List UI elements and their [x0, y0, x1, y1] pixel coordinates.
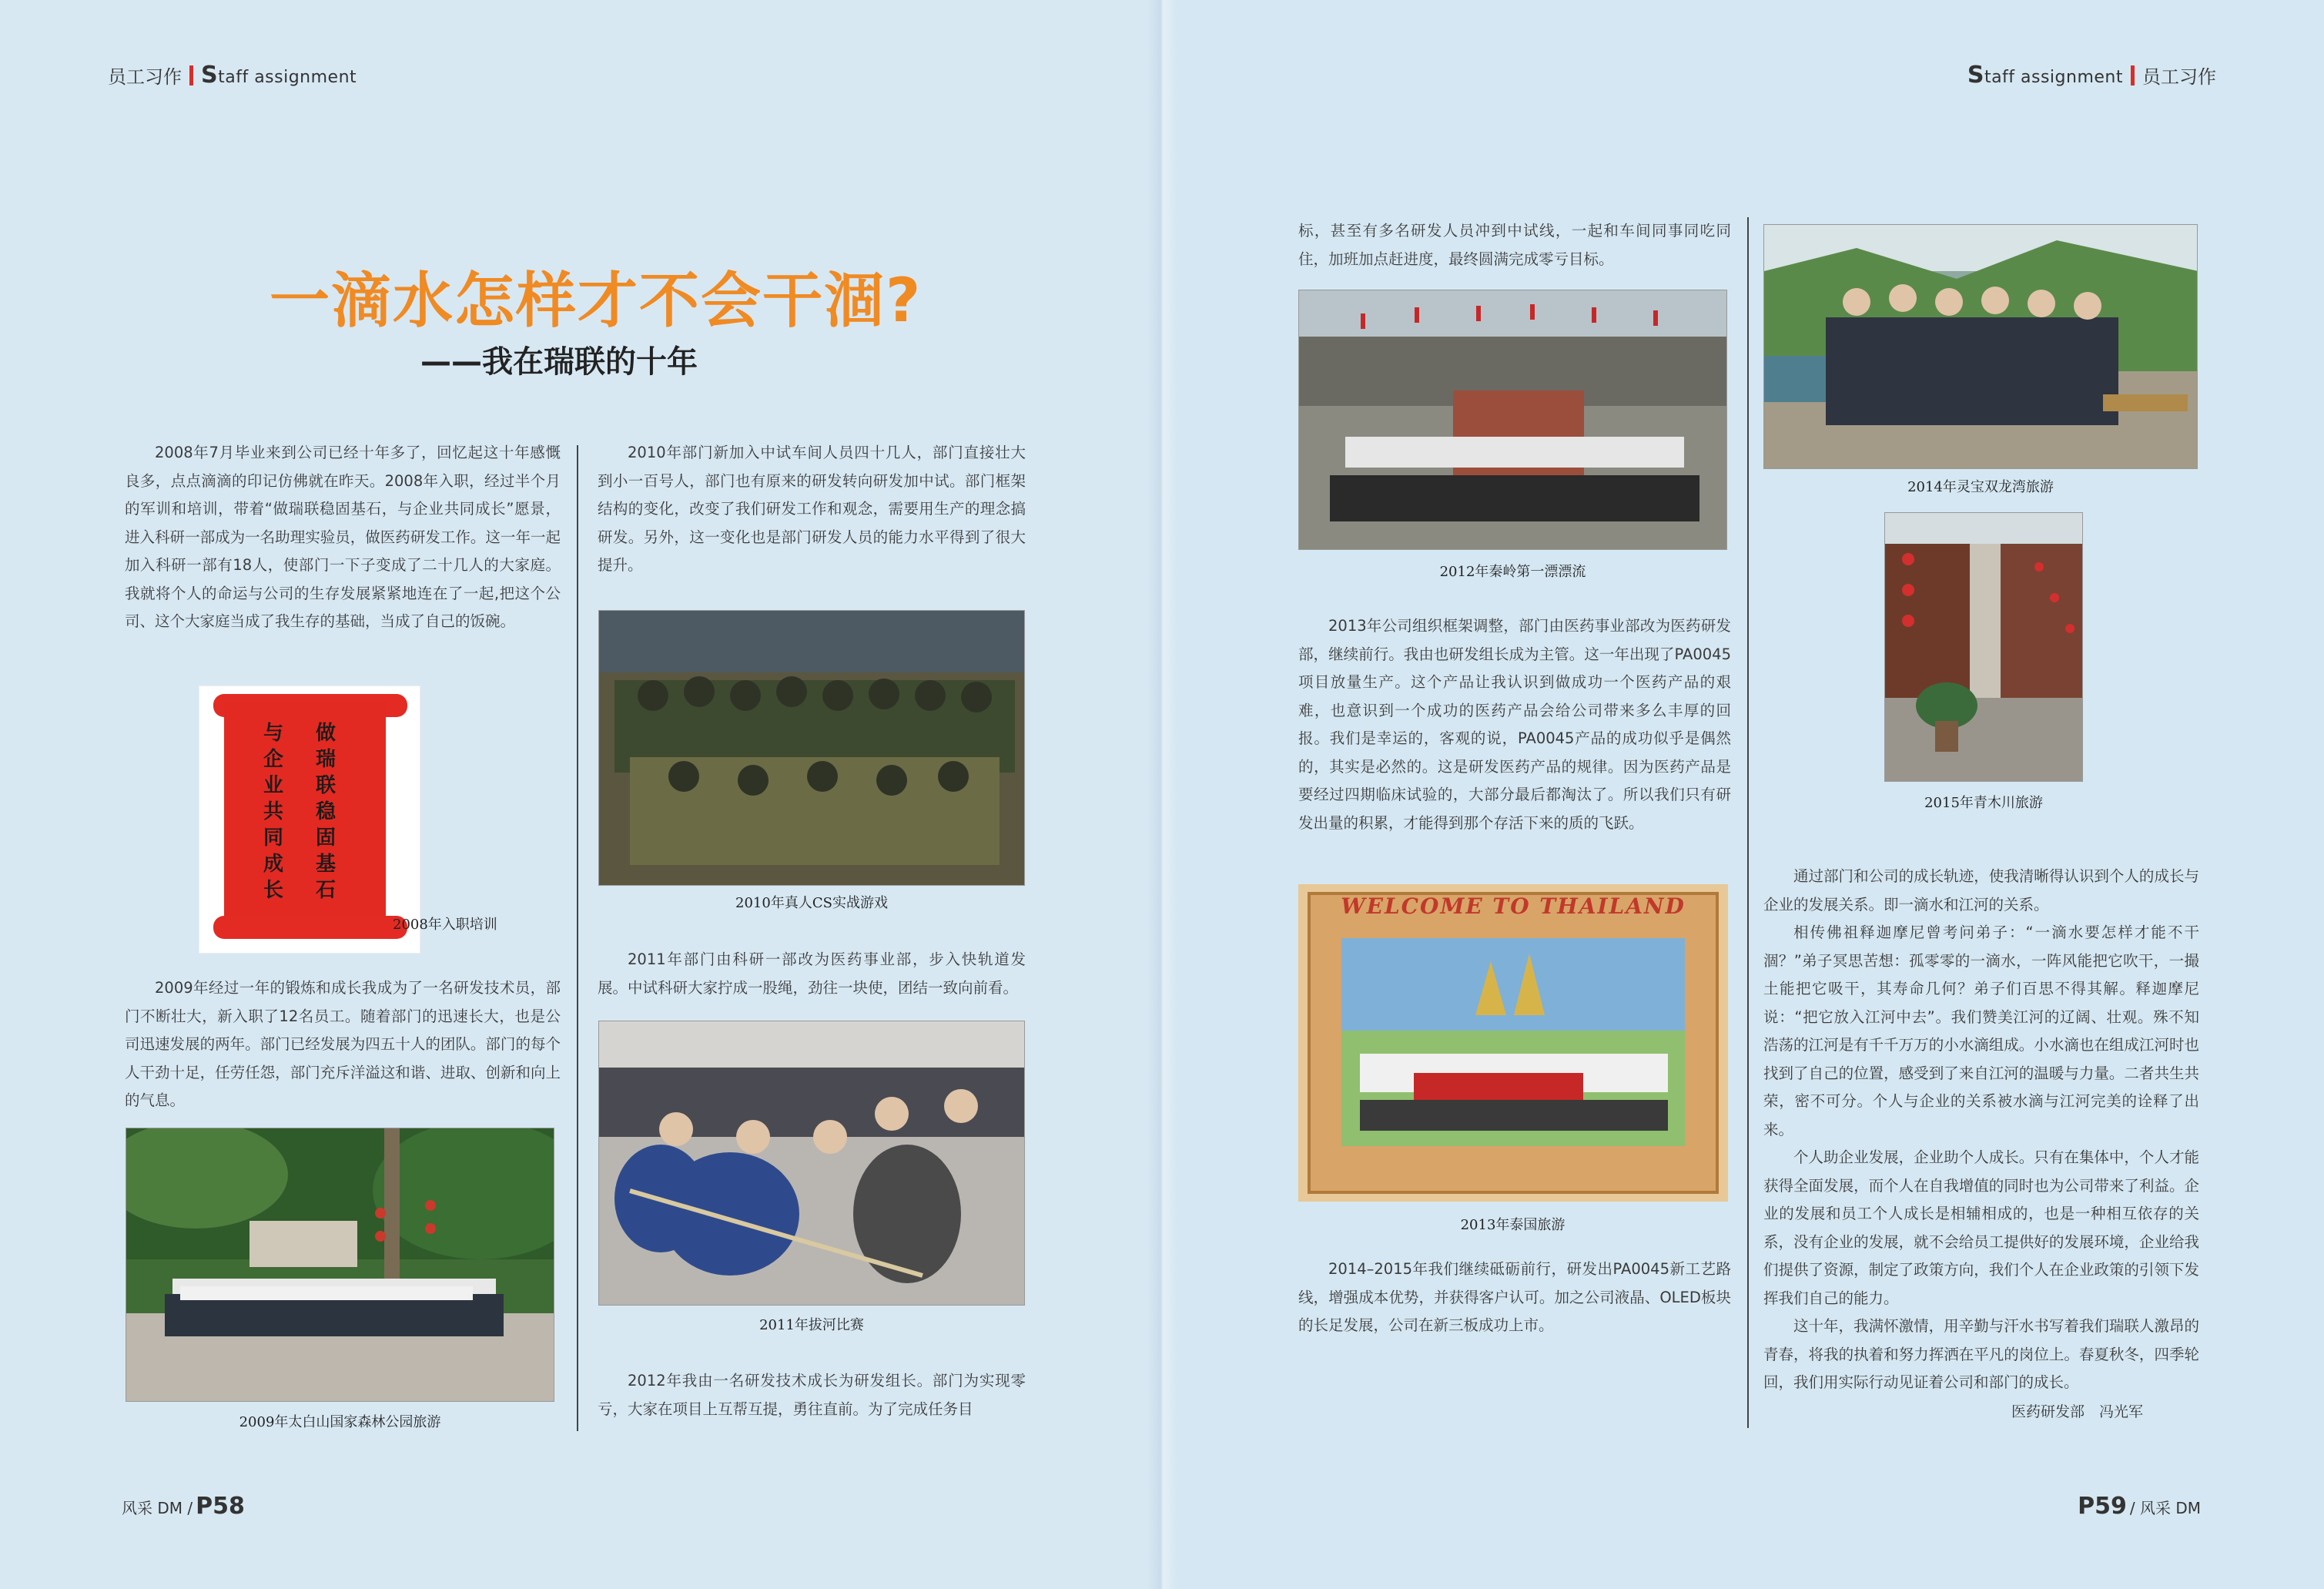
header-accent-bar — [2131, 65, 2135, 85]
column-divider — [1747, 217, 1749, 1428]
photo-2010-cs-game — [598, 610, 1025, 886]
photo-2013-thailand — [1298, 884, 1728, 1202]
paragraph: 个人助企业发展，企业助个人成长。只有在集体中，个人才能获得全面发展，而个人在自我增值的同时也为公司带来了利益。企业的发展和员工个人成长是相辅相成的，也是一种相互依存的关系，没有企业的发展，就不会给员工提供好的发展环境，企业给我们提供了资源，制定了政策方向，我们个人在企业政策的引领下发挥我们自己的能力。 — [1763, 1148, 2199, 1307]
caption-2015: 2015年青木川旅游 — [1924, 795, 2043, 811]
footer-brand: 风采 DM / — [122, 1499, 193, 1517]
page-number: P59 — [2078, 1493, 2127, 1520]
caption-2012: 2012年秦岭第一漂漂流 — [1439, 564, 1586, 580]
footer-brand: / 风采 DM — [2129, 1499, 2201, 1517]
photo-2012-rafting — [1298, 290, 1727, 550]
header-section-cn: 员工习作 — [108, 66, 182, 88]
left-header — [108, 62, 357, 89]
article-subtitle: ——我在瑞联的十年 — [420, 344, 698, 380]
caption-2013: 2013年泰国旅游 — [1460, 1217, 1566, 1233]
photo-2011-tug-of-war — [598, 1021, 1025, 1306]
right-column-2 — [1763, 863, 2199, 1397]
caption-2008: 2008年入职培训 — [393, 917, 497, 933]
right-column-1-mid — [1298, 612, 1731, 837]
header-section-cn: 员工习作 — [2142, 66, 2216, 88]
footer-right — [2078, 1493, 2201, 1520]
caption-2014: 2014年灵宝双龙湾旅游 — [1907, 479, 2054, 495]
caption-2010: 2010年真人CS实战游戏 — [735, 895, 888, 911]
scroll-body — [224, 702, 386, 925]
header-section-en: Staff assignment — [201, 62, 357, 89]
column-divider — [577, 445, 578, 1431]
page-number: P58 — [196, 1493, 245, 1520]
scroll-text-left: 与企业共同成长 — [263, 722, 283, 902]
left-column-2-mid — [598, 946, 1026, 1002]
paragraph: 这十年，我满怀激情，用辛勤与汗水书写着我们瑞联人激昂的青春，将我的执着和努力挥洒在平凡的岗位上。春夏秋冬，四季轮回，我们用实际行动见证着公司和部门的成长。 — [1763, 1317, 2199, 1391]
paragraph: 通过部门和公司的成长轨迹，使我清晰得认识到个人的成长与企业的发展关系。即一滴水和江河的关系。 — [1763, 867, 2199, 914]
right-column-1-top — [1298, 217, 1731, 273]
page-spine — [1147, 0, 1177, 1589]
paragraph: 标，甚至有多名研发人员冲到中试线，一起和车间同事同吃同住，加班加点赶进度，最终圆满完成零亏目标。 — [1298, 222, 1731, 268]
scroll-text-right: 做瑞联稳固基石 — [315, 722, 336, 902]
photo-2015-qingmuchuan — [1884, 512, 2083, 782]
header-section-en: Staff assignment — [1967, 62, 2123, 89]
right-header — [1967, 62, 2216, 89]
thailand-banner-text: WELCOME TO THAILAND — [1341, 893, 1686, 919]
paragraph: 2013年公司组织框架调整，部门由医药事业部改为医药研发部，继续前行。我由也研发组长成为主管。这一年出现了PA0045项目放量生产。这个产品让我认识到做成功一个医药产品的艰难，也意识到一个成功的医药产品会给公司带来多么丰厚的回报。我们是幸运的，客观的说，PA0045产品的成功似乎是偶然的，其实是必然的。这是研发医药产品的规律。因为医药产品是要经过四期临床试验的，大部分最后都淘汰了。所以我们只有研发出量的积累，才能得到那个存活下来的质的飞跃。 — [1298, 617, 1731, 832]
right-column-1-bottom — [1298, 1255, 1731, 1340]
photo-2009-taibai — [126, 1128, 554, 1402]
left-column-2-bottom — [598, 1367, 1026, 1423]
caption-2009: 2009年太白山国家森林公园旅游 — [239, 1414, 441, 1430]
left-column-1-top — [125, 439, 561, 636]
left-column-1-bottom — [125, 974, 561, 1115]
paragraph: 2008年7月毕业来到公司已经十年多了，回忆起这十年感慨良多，点点滴滴的印记仿佛就在昨天。2008年入职，经过半个月的军训和培训，带着“做瑞联稳固基石，与企业共同成长”愿景，进入科研一部成为一名助理实验员，做医药研发工作。这一年一起加入科研一部有18人，使部门一下子变成了二十几人的大家庭。我就将个人的命运与公司的生存发展紧紧地连在了一起,把这个公司、这个大家庭当成了我生存的基础，当成了自己的饭碗。 — [125, 444, 561, 630]
caption-2011: 2011年拔河比赛 — [759, 1317, 864, 1333]
left-column-2-top — [598, 439, 1026, 580]
article-title: 一滴水怎样才不会干涸? — [270, 267, 923, 336]
paragraph: 2014–2015年我们继续砥砺前行，研发出PA0045新工艺路线，增强成本优势，并获得客户认可。加之公司液晶、OLED板块的长足发展，公司在新三板成功上市。 — [1298, 1260, 1731, 1334]
paragraph: 相传佛祖释迦摩尼曾考问弟子：“一滴水要怎样才能不干涸？”弟子冥思苦想：孤零零的一滴水，一阵风能把它吹干，一撮土能把它吸干，其寿命几何？弟子们百思不得其解。释迦摩尼说：“把它放入江河中去”。我们赞美江河的辽阔、壮观。殊不知浩荡的江河是有千千万万的小水滴组成。小水滴也在组成江河时也找到了自己的位置，感受到了来自江河的温暖与力量。二者共生共荣，密不可分。个人与企业的关系被水滴与江河完美的诠释了出来。 — [1763, 924, 2199, 1138]
paragraph: 2011年部门由科研一部改为医药事业部，步入快轨道发展。中试科研大家拧成一股绳，劲往一块使，团结一致向前看。 — [598, 950, 1026, 997]
photo-2014-lingbao — [1763, 224, 2198, 469]
paragraph: 2009年经过一年的锻炼和成长我成为了一名研发技术员，部门不断壮大，新入职了12名员工。随着部门的迅速长大，也是公司迅速发展的两年。部门已经发展为四五十人的团队。部门的每个人干劲十足，任劳任怨，部门充斥洋溢这和谐、进取、创新和向上的气息。 — [125, 979, 561, 1109]
footer-left — [122, 1493, 245, 1520]
paragraph: 2012年我由一名研发技术成长为研发组长。部门为实现零亏，大家在项目上互帮互提，勇往直前。为了完成任务目 — [598, 1372, 1026, 1418]
author-signature: 医药研发部 冯光军 — [2011, 1403, 2144, 1420]
scroll-roll-bottom — [213, 916, 407, 939]
paragraph: 2010年部门新加入中试车间人员四十几人，部门直接壮大到小一百号人，部门也有原来的研发转向研发加中试。部门框架结构的变化，改变了我们研发工作和观念，需要用生产的理念搞研发。另外，这一变化也是部门研发人员的能力水平得到了很大提升。 — [598, 444, 1026, 574]
scroll-image — [199, 686, 420, 954]
header-accent-bar — [189, 65, 193, 85]
